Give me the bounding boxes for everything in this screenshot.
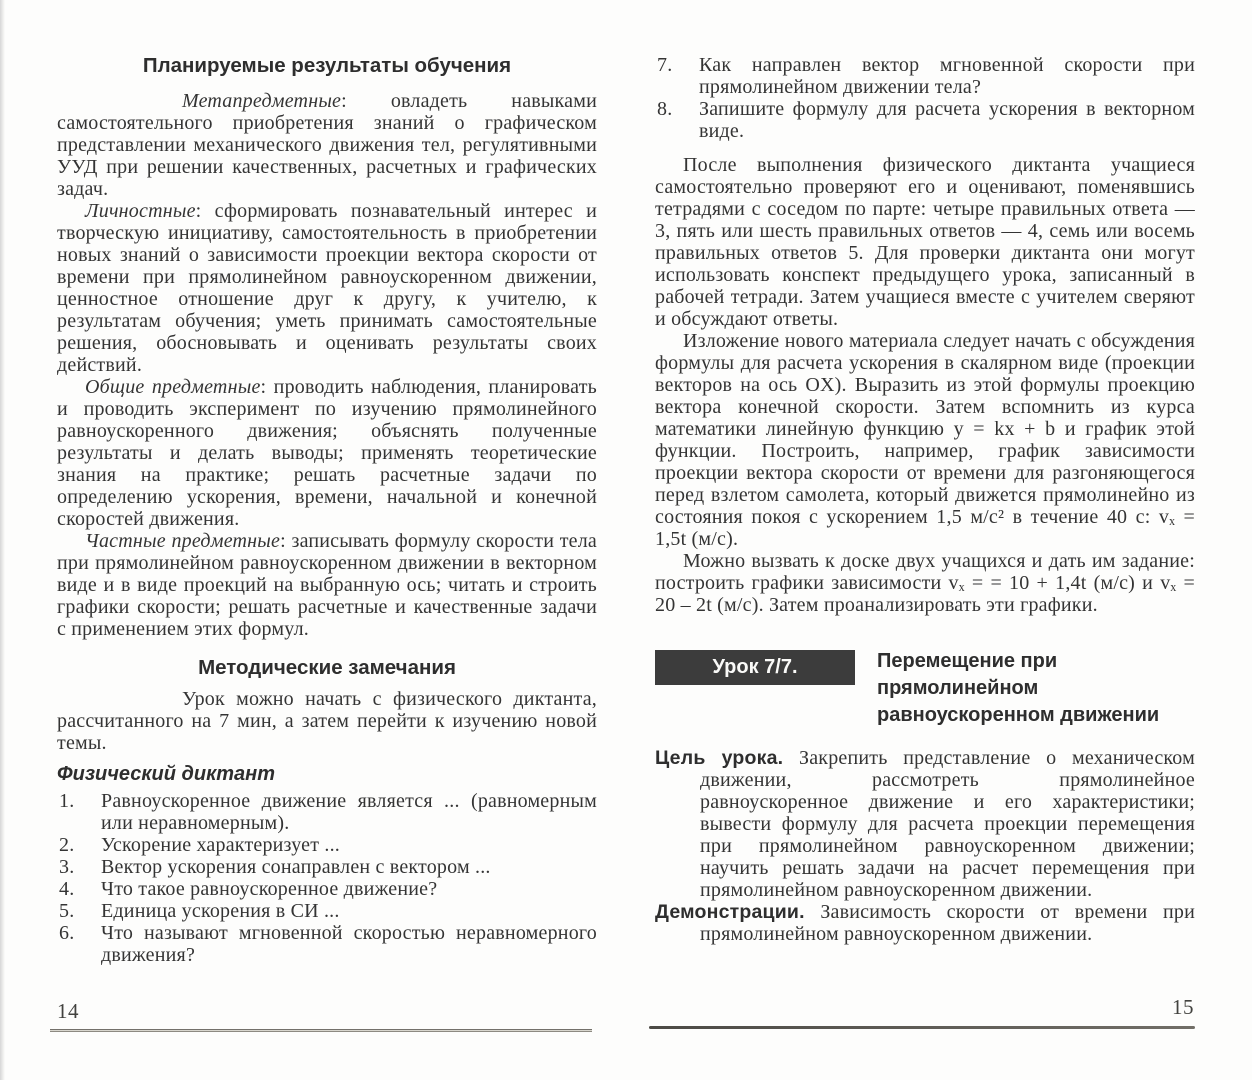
list-item [57,878,597,900]
lesson-title: Перемещение при прямолинейном равноускоренном движении [877,650,1160,726]
method-heading: Методические замечания [198,656,456,679]
footer-rule-left [50,1029,592,1033]
list-item-number: 2. [59,834,75,856]
paragraph-new-material: Изложение нового материала следует начать с обсуждения формулы для расчета ускорения в скалярном виде (проекции векторов на ось OX). Выразить из этой формулы проекцию вектора конечной скорости. Затем вспомнить из курса математики линейную функцию y = kx + b и график этой функции. Построить, например, график зависимости проекции вектора скорости от времени для разгоняющегося перед взлетом самолета, который движется прямолинейно из состояния покоя с ускорением 1,5 м/с² в течение 40 с: vₓ = 1,5t (м/с). [655,330,1195,550]
list-item-number: 8. [657,98,673,120]
list-item [57,790,597,834]
lesson-demos [655,901,1195,945]
lesson-header [655,650,1195,729]
paragraph-metapredmetnye [57,90,597,200]
paragraph-text: : сформировать познавательный интерес и творческую инициативу, самостоятельность в приобретении новых знаний о зависимости проекции вектора скорости от времени при прямолинейном равноускоренном движении, ценностное отношение друг к другу, к учителю, к результатам обучения; уметь принимать самостоятельные решения, обосновывать и оценивать результаты своих действий. [57,200,597,376]
lesson-goal [655,747,1195,901]
right-page [655,54,1195,945]
lesson-goal-lead: Цель урока. [655,747,784,769]
list-item [57,834,597,856]
paragraph-lead: Общие предметные [85,376,261,398]
list-item-text: Вектор ускорения сонаправлен с вектором ... [101,856,491,878]
paragraph-dictation-check: После выполнения физического диктанта учащиеся самостоятельно проверяют его и оценивают, поменявшись тетрадями с соседом по парте: четыре правильных ответа — 3, пять или шесть правильных ответов — 4, семь или восемь правильных ответов 5. Для проверки диктанта они могут использовать конспект предыдущего урока, записанный в рабочей тетради. Затем учащиеся вместе с учителем сверяют и обсуждают ответы. [655,154,1195,330]
list-item-text: Что такое равноускоренное движение? [101,878,438,900]
paragraph-lead: Частные предметные [85,530,281,552]
list-item-text: Ускорение характеризует ... [101,834,340,856]
list-item [57,900,597,922]
list-item-number: 3. [59,856,75,878]
list-item-text: Как направлен вектор мгновенной скорости при прямолинейном движении тела? [699,54,1195,98]
list-item-number: 6. [59,922,75,944]
method-paragraph: Урок можно начать с физического диктанта, рассчитанного на 7 мин, а затем перейти к изучению новой темы. [57,688,597,754]
lesson-demos-lead: Демонстрации. [655,901,805,923]
list-item [655,98,1195,142]
paragraph-board-task: Можно вызвать к доске двух учащихся и дать им задание: построить графики зависимости vₓ = = 10 + 1,4t (м/с) и vₓ = 20 – 2t (м/с). Затем проанализировать эти графики. [655,550,1195,616]
list-item-number: 7. [657,54,673,76]
list-item [57,922,597,966]
list-item-text: Запишите формулу для расчета ускорения в векторном виде. [699,98,1195,142]
list-item-number: 1. [59,790,75,812]
list-item [57,856,597,878]
list-item [655,54,1195,98]
paragraph-text: : проводить наблюдения, планировать и проводить эксперимент по изучению прямолинейного равноускоренного движения; объяснять полученные результаты и делать выводы; применять теоретические знания на практике; решать расчетные задачи по определению ускорения, времени, начальной и конечной скоростей движения. [57,376,598,530]
lesson-goal-text: Закрепить представление о механическом движении, рассмотреть прямолинейное равноускоренное движение и его характеристики; вывести формулу для расчета проекции перемещения при прямолинейном равноускоренном движении; научить решать задачи на расчет перемещения при прямолинейном равноускоренном движении. [700,747,1195,901]
results-heading: Планируемые результаты обучения [142,54,512,77]
list-item-text: Равноускоренное движение является ... (равномерным или неравномерным). [101,790,597,834]
paragraph-text: : записывать формулу скорости тела при прямолинейном равноускоренном движении в векторном виде и в виде проекций на выбранную ось; читать и строить графики скорости; решать расчетные и качественные задачи с применением этих формул. [57,530,597,640]
page-number-left: 14 [57,999,79,1023]
paragraph-text: : овладеть навыками самостоятельного приобретения знаний о графическом представлении механического движения тел, регулятивными УУД при решении качественных, расчетных и графических задач. [57,90,597,200]
lesson-badge: Урок 7/7. [655,650,855,685]
list-item-number: 4. [59,878,75,900]
paragraph-lead: Метапредметные [182,90,342,112]
list-item-text: Что называют мгновенной скоростью неравномерного движения? [101,922,597,966]
paragraph-lead: Личностные [85,200,196,222]
paragraph-chastnye-predmetnye [57,530,597,640]
footer-rule-right [649,1026,1195,1029]
lesson-demos-text: Зависимость скорости от времени при прямолинейном равноускоренном движении. [700,901,1195,945]
paragraph-lichnostnye [57,200,597,376]
left-page [57,54,597,966]
list-item-number: 5. [59,900,75,922]
page-number-right: 15 [1172,995,1194,1019]
list-item-text: Единица ускорения в СИ ... [101,900,340,922]
paragraph-obshchie-predmetnye [57,376,597,530]
dictation-heading: Физический диктант [57,763,276,785]
